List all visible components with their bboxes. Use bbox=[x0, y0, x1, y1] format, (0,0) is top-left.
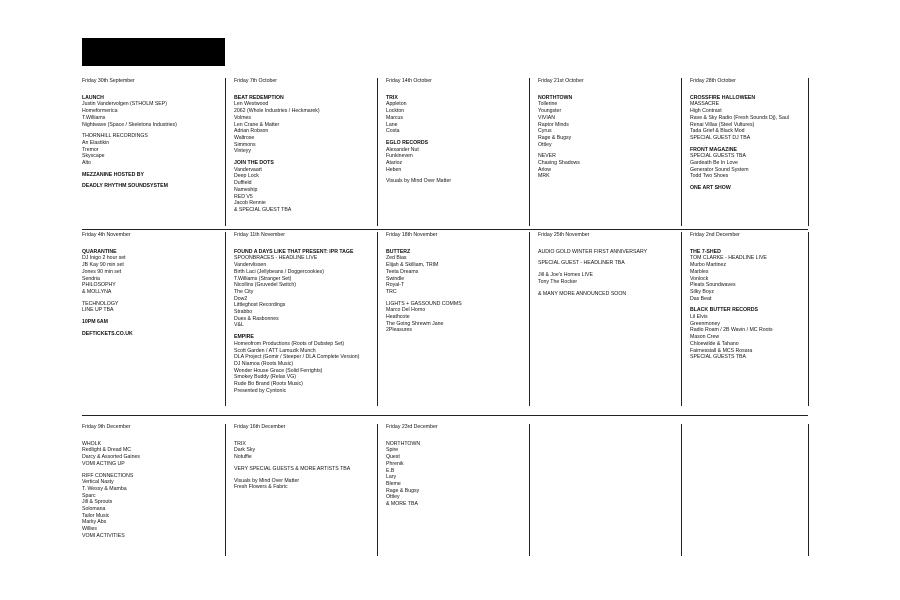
lineup-artist: TECHNOLOGY bbox=[82, 300, 119, 307]
lineup-artist: Jones 90 min set bbox=[82, 268, 122, 275]
lineup-artist: Costa bbox=[386, 128, 400, 135]
lineup-artist: Sendria bbox=[82, 275, 100, 282]
column-divider bbox=[529, 232, 530, 406]
lineup-artist: LINE UP TBA bbox=[82, 307, 114, 314]
lineup-artist: Presented by Cyntonic bbox=[234, 387, 287, 394]
lineup-artist: Sparc bbox=[82, 492, 96, 499]
lineup-artist: Strabbo bbox=[234, 309, 253, 316]
lineup-artist: E.B bbox=[386, 467, 395, 474]
lineup-artist: Cyrus bbox=[538, 128, 552, 135]
lineup-heading: CROSSFIRE HALLOWEEN bbox=[690, 94, 756, 101]
lineup-artist: TRC bbox=[386, 288, 397, 295]
lineup-artist: Tony The Rocker bbox=[538, 278, 578, 285]
lineup-block bbox=[234, 478, 374, 491]
event-cell bbox=[690, 424, 830, 556]
lineup-artist: Renai Villas (Steel Vultures) bbox=[690, 121, 755, 128]
lineup-artist: Bleme bbox=[386, 480, 401, 487]
lineup-artist: Funkineven bbox=[386, 153, 413, 160]
lineup-artist: Birth Laci (Jellybeans / Doggercookies) bbox=[234, 268, 324, 275]
lineup-heading: FOUND A DAYS LIKE THAT PRESENT: IPR TAGE bbox=[234, 248, 354, 255]
lineup-artist: Generator Sound System bbox=[690, 166, 749, 173]
lineup-artist: Ottley bbox=[538, 141, 552, 148]
lineup-artist: Nameship bbox=[234, 186, 258, 193]
event-cell bbox=[234, 78, 374, 226]
lineup-block bbox=[690, 147, 830, 181]
lineup-artist: & MANY MORE ANNOUNCED SOON bbox=[538, 290, 627, 297]
row-divider bbox=[82, 229, 808, 230]
column-divider bbox=[377, 424, 378, 556]
lineup-artist: DJ Niamoa (Roots Music) bbox=[234, 360, 294, 367]
lineup-block bbox=[538, 272, 678, 285]
lineup-artist: Rage & Bugsy bbox=[386, 487, 420, 494]
lineup-artist: Marky Abs bbox=[82, 519, 107, 526]
lineup-artist: Adrian Robson bbox=[234, 128, 269, 135]
lineup-heading: EGLO RECORDS bbox=[386, 139, 429, 146]
lineup-heading: BEAT REDEMPTION bbox=[234, 94, 284, 101]
lineup-block bbox=[690, 307, 830, 361]
column-divider bbox=[681, 424, 682, 556]
lineup-artist: Volmes bbox=[234, 114, 252, 121]
lineup-artist: Rave & Sky Radio (Fresh Sounds Dj), Saul bbox=[690, 114, 789, 121]
lineup-artist: WHOLK bbox=[82, 440, 102, 447]
lineup-artist: Waltrose bbox=[234, 134, 255, 141]
lineup-artist: JB Kay 90 min set bbox=[82, 262, 124, 269]
lineup-artist: Greenmoney bbox=[690, 320, 720, 327]
lineup-artist: T.Williams (Stranger Set) bbox=[234, 275, 292, 282]
lineup-artist: PHILOSOPHY bbox=[82, 282, 116, 289]
lineup-heading: DEADLY RHYTHM SOUNDSYSTEM bbox=[82, 183, 168, 190]
event-cell bbox=[82, 78, 222, 226]
lineup-artist: Homeofrom Productions (Roots of Dubstep Set) bbox=[234, 340, 345, 347]
event-date: Friday 23rd December bbox=[386, 424, 438, 430]
lineup-heading: LAUNCH bbox=[82, 94, 104, 101]
event-cell bbox=[690, 232, 830, 406]
lineup-artist: Arlow bbox=[538, 166, 551, 173]
lineup-artist: TRIX bbox=[234, 440, 246, 447]
lineup-artist: Todd Two Shoes bbox=[690, 173, 729, 180]
lineup-artist: Vinteyy bbox=[234, 148, 251, 155]
lineup-block bbox=[234, 334, 374, 394]
lineup-heading: NORTHTOWN bbox=[538, 94, 573, 101]
lineup-artist: SPECIAL GUESTS TBA bbox=[690, 354, 746, 361]
lineup-artist: Dues & Rasbonnes bbox=[234, 315, 279, 322]
lineup-artist: Scott Garden / ATT Lamuzik Munch bbox=[234, 347, 316, 354]
lineup-block bbox=[386, 95, 526, 135]
lineup-heading: FRONT MAGAZINE bbox=[690, 146, 737, 153]
lineup-artist: Vonlock bbox=[690, 275, 709, 282]
lineup-artist: Radio Roam / 2B Wavin / MC Roots bbox=[690, 327, 773, 334]
lineup-block bbox=[82, 331, 222, 338]
lineup-artist: Mason Crew bbox=[690, 334, 720, 341]
column-divider bbox=[377, 232, 378, 406]
lineup-artist: Heben bbox=[386, 166, 402, 173]
column-divider bbox=[529, 424, 530, 556]
lineup-artist: Tremor bbox=[82, 146, 99, 153]
lineup-artist: Lary bbox=[386, 474, 397, 481]
event-date: Friday 25th November bbox=[538, 232, 590, 238]
lineup-block bbox=[82, 249, 222, 296]
lineup-artist: Teeta Dreams bbox=[386, 268, 419, 275]
event-date: Friday 16th December bbox=[234, 424, 286, 430]
lineup-heading: DEFTICKETS.CO.UK bbox=[82, 330, 133, 337]
lineup-block bbox=[234, 441, 374, 461]
event-cell bbox=[386, 78, 526, 226]
lineup-heading: MEZZANINE HOSTED BY bbox=[82, 171, 144, 178]
lineup-artist: Marcus bbox=[386, 114, 404, 121]
lineup-block bbox=[386, 140, 526, 174]
lineup-artist: AUDIO GOLD WINTER FIRST ANNIVERSARY bbox=[538, 248, 648, 255]
lineup-artist: Chloewilde & Tahano bbox=[690, 340, 739, 347]
lineup-artist: Atarioz bbox=[386, 160, 403, 167]
lineup-artist: Deep Lock bbox=[234, 173, 259, 180]
lineup-artist: Phrenik bbox=[386, 460, 404, 467]
lineup-artist: MRK bbox=[538, 173, 550, 180]
lineup-artist: Simmons bbox=[234, 141, 256, 148]
lineup-block bbox=[386, 178, 526, 185]
event-date: Friday 2nd December bbox=[690, 232, 740, 238]
lineup-artist: DJ Inigo 2 hour set bbox=[82, 255, 126, 262]
column-divider bbox=[681, 78, 682, 226]
lineup-artist: Royal-T bbox=[386, 282, 405, 289]
lineup-artist: THORNHILL RECORDINGS bbox=[82, 133, 148, 140]
lineup-artist: Vandervaart bbox=[234, 166, 262, 173]
lineup-artist: Appleton bbox=[386, 101, 407, 108]
event-date: Friday 21st October bbox=[538, 78, 584, 84]
lineup-artist: Visuals by Mind Over Matter bbox=[234, 477, 300, 484]
lineup-artist: An Elastikin bbox=[82, 139, 110, 146]
lineup-artist: Youngster bbox=[538, 108, 562, 115]
lineup-artist: Smokey Buddy (Relax VG) bbox=[234, 374, 296, 381]
lineup-artist: The City bbox=[234, 288, 254, 295]
column-divider bbox=[225, 78, 226, 226]
event-cell bbox=[538, 78, 678, 226]
lineup-artist: DLA Project (Gomir / Steeper / DLA Complete Version) bbox=[234, 354, 360, 361]
lineup-artist: Lockton bbox=[386, 108, 405, 115]
lineup-heading: 10PM 6AM bbox=[82, 319, 108, 326]
lineup-artist: Marbles bbox=[690, 268, 709, 275]
lineup-artist: T. Wessy & Mamba bbox=[82, 485, 127, 492]
lineup-artist: VOMI ACTIVITIES bbox=[82, 532, 125, 539]
lineup-artist: Rage & Bugsy bbox=[538, 134, 572, 141]
lineup-artist: The Going Shrewm Jane bbox=[386, 320, 444, 327]
column-divider bbox=[225, 424, 226, 556]
lineup-artist: Homeformerica bbox=[82, 108, 118, 115]
lineup-artist: MASSACRE bbox=[690, 101, 720, 108]
lineup-artist: V&L bbox=[234, 322, 244, 329]
lineup-heading: JOIN THE DOTS bbox=[234, 160, 274, 167]
lineup-artist: Alexander Nut bbox=[386, 146, 419, 153]
lineup-artist: VIVIAN bbox=[538, 114, 556, 121]
lineup-heading: THE 7-SHED bbox=[690, 248, 721, 255]
lineup-artist: Swindle bbox=[386, 275, 405, 282]
lineup-artist: SPECIAL GUESTS TBA bbox=[690, 153, 746, 160]
lineup-artist: T.Williams bbox=[82, 114, 106, 121]
event-date: Friday 14th October bbox=[386, 78, 432, 84]
lineup-artist: SPECIAL GUEST DJ TBA bbox=[690, 134, 751, 141]
lineup-artist: Solomana bbox=[82, 506, 106, 513]
lineup-block bbox=[386, 441, 526, 508]
lineup-artist: Jacob Rennie bbox=[234, 200, 266, 207]
event-cell bbox=[234, 232, 374, 406]
lineup-block bbox=[538, 153, 678, 180]
lineup-artist: Zed Bias bbox=[386, 255, 407, 262]
lineup-artist: SPOONBRACES - HEADLINE LIVE bbox=[234, 255, 318, 262]
lineup-artist: Redlight & Dread MC bbox=[82, 447, 132, 454]
lineup-artist: Vandervlissen bbox=[234, 262, 267, 269]
lineup-block bbox=[82, 301, 222, 314]
lineup-artist: Spire bbox=[386, 447, 399, 454]
column-divider bbox=[377, 78, 378, 226]
lineup-artist: TOM CLARKE - HEADLINE LIVE bbox=[690, 255, 767, 262]
lineup-artist: Silky Boyz bbox=[690, 288, 714, 295]
event-date: Friday 28th October bbox=[690, 78, 736, 84]
event-date: Friday 4th November bbox=[82, 232, 131, 238]
lineup-artist: Len Westwood bbox=[234, 101, 269, 108]
event-cell bbox=[386, 232, 526, 406]
lineup-artist: Nightwave (Space / Skeletons Industries) bbox=[82, 121, 177, 128]
lineup-block bbox=[82, 172, 222, 179]
lineup-artist: 2Pleasures bbox=[386, 327, 412, 334]
lineup-artist: Len Crane & Matter bbox=[234, 121, 280, 128]
lineup-block bbox=[690, 249, 830, 303]
lineup-artist: Notuffie bbox=[234, 454, 252, 461]
lineup-artist: Wonder House Grace (Solid Ferrights) bbox=[234, 367, 323, 374]
lineup-artist: Duffield bbox=[234, 180, 252, 187]
lineup-artist: Tada Grief & Black Mod bbox=[690, 128, 745, 135]
lineup-artist: Skyscape bbox=[82, 153, 105, 160]
event-cell bbox=[82, 232, 222, 406]
lineup-artist: Vertical Nasty bbox=[82, 479, 114, 486]
event-cell bbox=[538, 424, 678, 556]
lineup-artist: Nicollins (Gruvedel Switch) bbox=[234, 282, 296, 289]
lineup-artist: Jill & Joe's Homes LIVE bbox=[538, 272, 593, 279]
lineup-block bbox=[538, 95, 678, 149]
lineup-heading: QUARANTINE bbox=[82, 248, 117, 255]
lineup-heading: TRIX bbox=[386, 94, 398, 101]
lineup-artist: Willies bbox=[82, 526, 97, 533]
event-cell bbox=[386, 424, 526, 556]
lineup-heading: EMPIRE bbox=[234, 334, 254, 341]
lineup-artist: Murbo Martinez bbox=[690, 262, 727, 269]
lineup-block bbox=[538, 260, 678, 267]
lineup-artist: Lane bbox=[386, 121, 398, 128]
event-date: Friday 7th October bbox=[234, 78, 277, 84]
column-divider bbox=[225, 232, 226, 406]
lineup-artist: LIGHTS + GASSOUND COMMS bbox=[386, 300, 462, 307]
lineup-artist: Jill & Sprouts bbox=[82, 499, 113, 506]
lineup-artist: Marco Del Horno bbox=[386, 307, 426, 314]
lineup-block bbox=[690, 185, 830, 192]
lineup-heading: BUTTERZ bbox=[386, 248, 411, 255]
lineup-block bbox=[234, 466, 374, 473]
lineup-artist: VERY SPECIAL GUESTS & MORE ARTISTS TBA bbox=[234, 465, 351, 472]
lineup-artist: Dow2 bbox=[234, 295, 248, 302]
column-divider bbox=[681, 232, 682, 406]
lineup-block bbox=[386, 249, 526, 296]
lineup-artist: Darcy & Assorted Gaines bbox=[82, 454, 140, 461]
lineup-artist: & MORE TBA bbox=[386, 501, 418, 508]
event-date: Friday 9th December bbox=[82, 424, 131, 430]
lineup-artist: Visuals by Mind Over Matter bbox=[386, 178, 452, 185]
lineup-artist: Elijah & Skilliam, TRIM bbox=[386, 262, 439, 269]
lineup-artist: Quest bbox=[386, 454, 400, 461]
column-divider bbox=[529, 78, 530, 226]
lineup-artist: NORTHTOWN bbox=[386, 440, 421, 447]
lineup-block bbox=[234, 95, 374, 155]
lineup-block bbox=[82, 183, 222, 190]
lineup-artist: Fresh Flowers & Fabric bbox=[234, 484, 288, 491]
lineup-artist: Lil Elvis bbox=[690, 314, 708, 321]
lineup-artist: Dark Sky bbox=[234, 447, 256, 454]
lineup-block bbox=[82, 319, 222, 326]
lineup-artist: Fairnessiall & MCS Rosara bbox=[690, 347, 753, 354]
lineup-artist: Justin Vandervolgen (STHOLM SEP) bbox=[82, 101, 167, 108]
lineup-block bbox=[690, 95, 830, 142]
lineup-artist: Chasing Shadows bbox=[538, 160, 580, 167]
lineup-block bbox=[386, 301, 526, 335]
lineup-artist: 2062 (Whole Industries / Heckmarek) bbox=[234, 108, 320, 115]
event-cell bbox=[538, 232, 678, 406]
lineup-artist: RIFF CONNECTIONS bbox=[82, 472, 134, 479]
lineup-artist: Tailor Music bbox=[82, 512, 110, 519]
lineup-block bbox=[82, 95, 222, 129]
logo-block bbox=[82, 38, 225, 66]
event-cell bbox=[690, 78, 830, 226]
lineup-artist: Heathcote bbox=[386, 314, 410, 321]
lineup-artist: Rude Bo Brand (Roots Music) bbox=[234, 381, 303, 388]
lineup-block bbox=[234, 160, 374, 214]
lineup-block bbox=[538, 249, 678, 256]
lineup-artist: Littleghost Recordings bbox=[234, 302, 286, 309]
lineup-artist: RED V5 bbox=[234, 193, 253, 200]
lineup-block bbox=[82, 473, 222, 540]
lineup-artist: NEVER bbox=[538, 153, 556, 160]
lineup-artist: VOMI ACTING UP bbox=[82, 460, 125, 467]
lineup-block bbox=[234, 249, 374, 329]
lineup-artist: Pleats Soundwaves bbox=[690, 282, 736, 289]
lineup-artist: Das Beat bbox=[690, 295, 712, 302]
lineup-block bbox=[82, 133, 222, 167]
event-date: Friday 18th November bbox=[386, 232, 438, 238]
lineup-artist: & SPECIAL GUEST TBA bbox=[234, 206, 292, 213]
lineup-artist: Tollerine bbox=[538, 101, 558, 108]
lineup-block bbox=[82, 441, 222, 468]
row-divider bbox=[82, 415, 808, 416]
lineup-artist: & MOLLYNA bbox=[82, 288, 112, 295]
lineup-block bbox=[538, 291, 678, 298]
event-cell bbox=[82, 424, 222, 556]
event-cell bbox=[234, 424, 374, 556]
lineup-artist: SPECIAL GUEST - HEADLINER TBA bbox=[538, 260, 625, 267]
lineup-artist: Gardeath Be In Love bbox=[690, 160, 738, 167]
lineup-heading: ONE ART SHOW bbox=[690, 185, 731, 192]
event-date: Friday 11th November bbox=[234, 232, 285, 238]
lineup-artist: Alto bbox=[82, 160, 91, 167]
lineup-artist: High Contrast bbox=[690, 108, 722, 115]
lineup-artist: Raptor Minds bbox=[538, 121, 569, 128]
lineup-artist: Ottley bbox=[386, 494, 400, 501]
lineup-heading: BLACK BUTTER RECORDS bbox=[690, 307, 759, 314]
event-date: Friday 30th September bbox=[82, 78, 135, 84]
